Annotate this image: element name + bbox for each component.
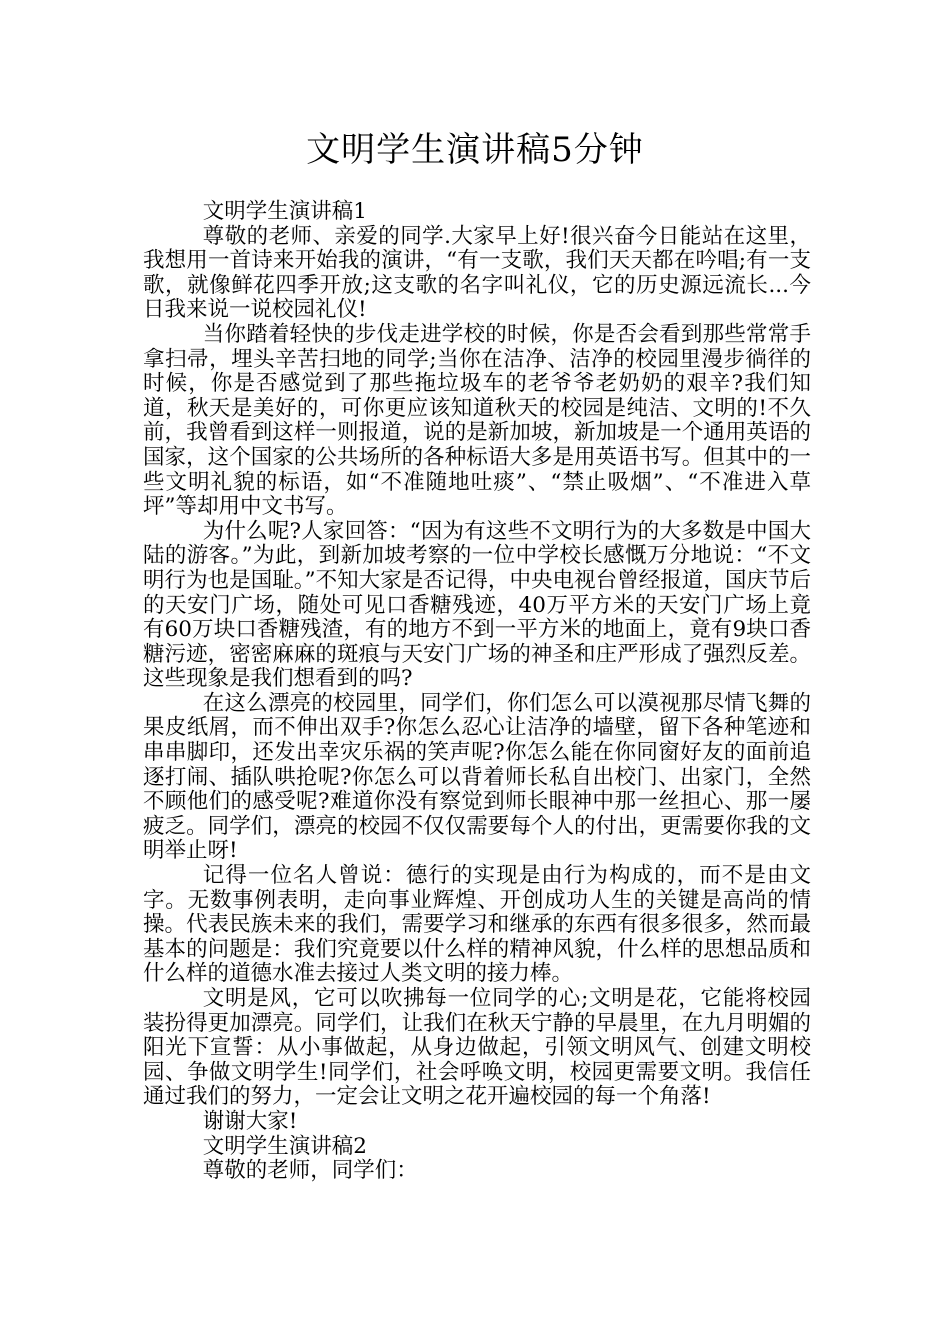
document-title: 文明学生演讲稿5分钟 (306, 130, 644, 170)
document-body (143, 200, 811, 1184)
paragraph: 为什么呢?人家回答：“因为有这些不文明行为的大多数是中国大陆的游客。”为此，到新加坡考察的一位中学校长感慨万分地说：“不文明行为也是国耻。”不知大家是否记得，中央电视台曾经报道，国庆节后的天安门广场，随处可见口香糖残迹，40万平方米的天安门广场上竟有60万块口香糖残渣，有的地方不到一平方米的地面上，竟有9块口香糖污迹，密密麻麻的斑痕与天安门广场的神圣和庄严形成了强烈反差。这些现象是我们想看到的吗? (143, 518, 811, 692)
closing-line: 谢谢大家! (202, 1108, 298, 1134)
salutation: 尊敬的老师，同学们： (202, 1158, 418, 1184)
paragraph: 尊敬的老师、亲爱的同学.大家早上好!很兴奋今日能站在这里，我想用一首诗来开始我的演讲，“有一支歌，我们天天都在吟唱;有一支歌，就像鲜花四季开放;这支歌的名字叫礼仪，它的历史源远流长...今日我来说一说校园礼仪! (143, 223, 811, 323)
paragraph: 当你踏着轻快的步伐走进学校的时候，你是否会看到那些常常手拿扫帚，埋头辛苦扫地的同学;当你在洁净、洁净的校园里漫步徜徉的时候，你是否感觉到了那些拖垃圾车的老爷爷老奶奶的艰辛?我们知道，秋天是美好的，可你更应该知道秋天的校园是纯洁、文明的!不久前，我曾看到这样一则报道，说的是新加坡，新加坡是一个通用英语的国家，这个国家的公共场所的各种标语大多是用英语书写。但其中的一些文明礼貌的标语，如“不准随地吐痰”、“禁止吸烟”、“不准进入草坪”等却用中文书写。 (143, 321, 811, 520)
section-heading: 文明学生演讲稿1 (202, 199, 367, 224)
paragraph: 文明是风，它可以吹拂每一位同学的心;文明是花，它能将校园装扮得更加漂亮。同学们，让我们在秋天宁静的早晨里，在九月明媚的阳光下宣誓：从小事做起，从身边做起，引领文明风气、创建文明校园、争做文明学生!同学们，社会呼唤文明，校园更需要文明。我信任通过我们的努力，一定会让文明之花开遍校园的每一个角落! (143, 986, 811, 1110)
section-heading: 文明学生演讲稿2 (202, 1133, 367, 1159)
paragraph: 记得一位名人曾说：德行的实现是由行为构成的，而不是由文字。无数事例表明，走向事业辉煌、开创成功人生的关键是高尚的情操。代表民族未来的我们，需要学习和继承的东西有很多很多，然而最基本的问题是：我们究竟要以什么样的精神风貌，什么样的思想品质和什么样的道德水准去接过人类文明的接力棒。 (143, 863, 811, 987)
paragraph: 在这么漂亮的校园里，同学们，你们怎么可以漠视那尽情飞舞的果皮纸屑，而不伸出双手?你怎么忍心让洁净的墙壁，留下各种笔迹和串串脚印，还发出幸灾乐祸的笑声呢?你怎么能在你同窗好友的面前追逐打闹、插队哄抢呢?你怎么可以背着师长私自出校门、出家门，全然不顾他们的感受呢?难道你没有察觉到师长眼神中那一丝担心、那一屡疲乏。同学们，漂亮的校园不仅仅需要每个人的付出，更需要你我的文明举止呀! (143, 690, 811, 864)
